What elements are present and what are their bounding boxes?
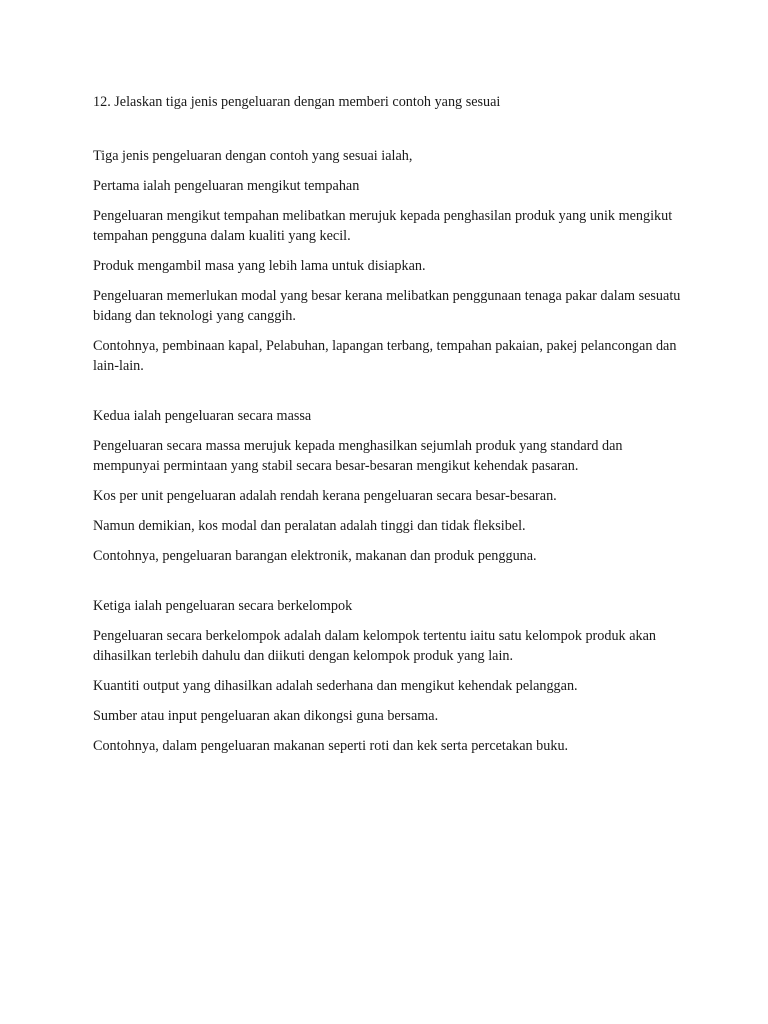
section-heading: Ketiga ialah pengeluaran secara berkelompok — [93, 598, 353, 614]
paragraph: Namun demikian, kos modal dan peralatan adalah tinggi dan tidak fleksibel. — [93, 518, 526, 534]
paragraph: Sumber atau input pengeluaran akan dikongsi guna bersama. — [93, 708, 439, 724]
intro-text: Tiga jenis pengeluaran dengan contoh yang sesuai ialah, — [93, 148, 413, 164]
paragraph: Kos per unit pengeluaran adalah rendah kerana pengeluaran secara besar-besaran. — [93, 488, 557, 504]
paragraph: Produk mengambil masa yang lebih lama untuk disiapkan. — [93, 258, 426, 274]
paragraph: Contohnya, pembinaan kapal, Pelabuhan, lapangan terbang, tempahan pakaian, pakej pelancongan dan lain-lain. — [93, 338, 677, 374]
paragraph: Pengeluaran secara massa merujuk kepada menghasilkan sejumlah produk yang standard dan mempunyai permintaan yang stabil secara besar-besaran mengikut kehendak pasaran. — [93, 438, 623, 474]
paragraph: Pengeluaran secara berkelompok adalah dalam kelompok tertentu iaitu satu kelompok produk akan dihasilkan terlebih dahulu dan diikuti dengan kelompok produk yang lain. — [93, 628, 656, 664]
section-massa — [93, 406, 683, 566]
paragraph: Pengeluaran memerlukan modal yang besar kerana melibatkan penggunaan tenaga pakar dalam sesuatu bidang dan teknologi yang canggih. — [93, 288, 681, 324]
paragraph: Kuantiti output yang dihasilkan adalah sederhana dan mengikut kehendak pelanggan. — [93, 678, 578, 694]
section-heading: Kedua ialah pengeluaran secara massa — [93, 408, 312, 424]
section-heading: Pertama ialah pengeluaran mengikut tempahan — [93, 178, 360, 194]
section-berkelompok — [93, 596, 683, 756]
document-body — [93, 92, 683, 766]
paragraph: Pengeluaran mengikut tempahan melibatkan merujuk kepada penghasilan produk yang unik mengikut tempahan pengguna dalam kualiti yang kecil. — [93, 208, 673, 244]
section-tempahan — [93, 176, 683, 376]
paragraph: Contohnya, dalam pengeluaran makanan seperti roti dan kek serta percetakan buku. — [93, 738, 569, 754]
paragraph: Contohnya, pengeluaran barangan elektronik, makanan dan produk pengguna. — [93, 548, 537, 564]
question-text: 12. Jelaskan tiga jenis pengeluaran dengan memberi contoh yang sesuai — [93, 94, 501, 110]
